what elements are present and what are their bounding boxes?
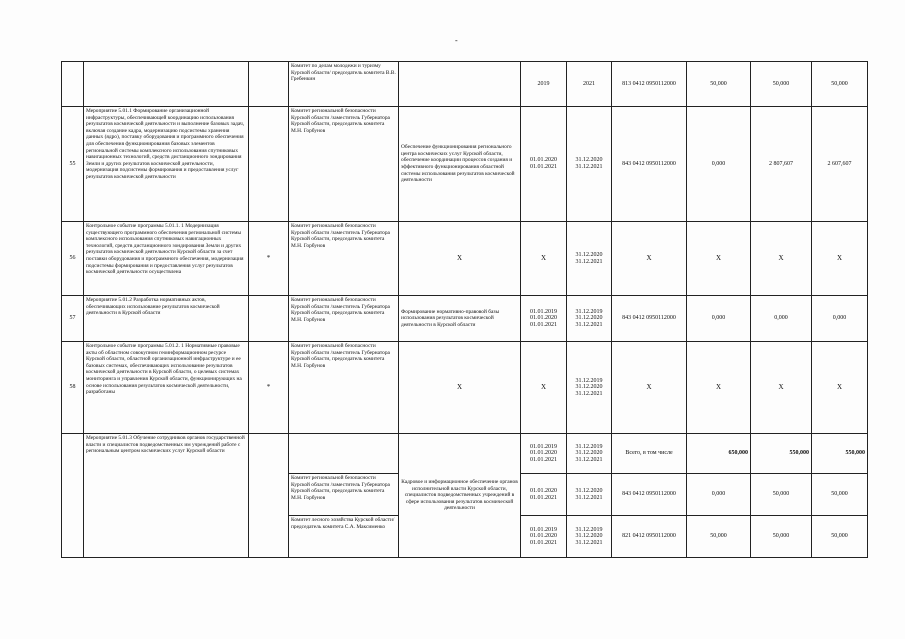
event-cell: Мероприятие 5.01.1 Формирование организационной инфраструктуры, обеспечивающей координацию использования результатов космической деятельности и выполнение базовых задач, включая создание кадра, модернизацию подсистемы хранения данных (ядро), поставку оборудования и программного обеспечения для обеспечения функционирования базовых элементов региональной системы комплексного использования спутниковых навигационных технологий, средств дистанционного зондирования Земли и других результатов космической деятельности, модернизация подсистемы формирования и предоставления услуг результатов космической деятельности xyxy=(84,107,249,222)
value-2020-cell: X xyxy=(751,222,812,296)
value-2019-cell: 0,000 xyxy=(687,474,751,516)
value-2020-cell: 2 807,607 xyxy=(751,107,812,222)
responsible-cell xyxy=(289,434,399,474)
mark-cell xyxy=(249,296,289,342)
kbk-cell: 843 0412 0950112000 xyxy=(612,296,687,342)
responsible-cell: Комитет региональной безопасности Курской области /заместитель Губернатора Курской области, председатель комитета М.Н. Горбунов xyxy=(289,222,399,296)
row-number xyxy=(62,62,84,107)
value-2020-cell: 550,000 xyxy=(751,434,812,474)
value-2019-cell: 50,000 xyxy=(687,516,751,558)
value-2021-cell: 550,000 xyxy=(812,434,868,474)
value-2019-cell: 0,000 xyxy=(687,107,751,222)
value-2020-cell: X xyxy=(751,342,812,434)
event-cell: Контрольное событие программы 5.01.1. 1 Модернизация существующего программного обеспечения региональной системы комплексного использования спутниковых навигационных технологий, средств дистанционного зондирования Земли и других результатов космической деятельности Курской области за счет поставки оборудования и программного обеспечения, модернизация подсистемы формирования и предоставления услуг результатов космической деятельности осуществлена xyxy=(84,222,249,296)
mark-cell: * xyxy=(249,222,289,296)
table-row xyxy=(62,222,868,296)
row-number: 56 xyxy=(62,222,84,296)
table-row xyxy=(62,107,868,222)
total-label-cell: Всего, в том числе xyxy=(612,434,687,474)
value-2021-cell: X xyxy=(812,342,868,434)
value-2019-cell: 650,000 xyxy=(687,434,751,474)
start-date-cell: 2019 xyxy=(521,62,567,107)
end-date-cell: 2021 xyxy=(567,62,612,107)
end-date-cell: 31.12.2020 31.12.2021 xyxy=(567,474,612,516)
value-2021-cell: 50,000 xyxy=(812,474,868,516)
kbk-cell: X xyxy=(612,342,687,434)
result-cell: X xyxy=(399,342,521,434)
value-2021-cell: 50,000 xyxy=(812,62,868,107)
kbk-cell: 813 0412 0950112000 xyxy=(612,62,687,107)
end-date-cell: 31.12.2020 31.12.2021 xyxy=(567,222,612,296)
responsible-cell: Комитет региональной безопасности Курской области /заместитель Губернатора Курской области, председатель комитета М.Н. Горбунов xyxy=(289,474,399,516)
table-row xyxy=(62,62,868,107)
value-2021-cell: 50,000 xyxy=(812,516,868,558)
kbk-cell: 821 0412 0950112000 xyxy=(612,516,687,558)
start-date-cell: 01.01.2020 01.01.2021 xyxy=(521,474,567,516)
event-cell: Контрольное событие программы 5.01.2. 1 Нормативные правовые акты об областном совокупном геоинформационном ресурсе Курской области, областной организационной инфраструктуре и ее базовых системах, обеспечивающих использование результатов космической деятельности в Курской области, о целевых системах мониторинга и управления Курской области, функционирующих на основе использования результатов космической деятельности, разработаны xyxy=(84,342,249,434)
value-2019-cell: X xyxy=(687,342,751,434)
result-cell: Обеспечение функционирования регионального центра космических услуг Курской области, обеспечение координации процессов создания и эффективного функционирования областной системы использования результатов космической деятельности xyxy=(399,107,521,222)
value-2020-cell: 50,000 xyxy=(751,474,812,516)
event-cell xyxy=(84,62,249,107)
table-row xyxy=(62,342,868,434)
row-number: 55 xyxy=(62,107,84,222)
row-number: 57 xyxy=(62,296,84,342)
value-2020-cell: 0,000 xyxy=(751,296,812,342)
table-row xyxy=(62,434,868,474)
row-number: 58 xyxy=(62,342,84,434)
responsible-cell: Комитет региональной безопасности Курской области /заместитель Губернатора Курской области, председатель комитета М.Н. Горбунов xyxy=(289,296,399,342)
responsible-cell: Комитет региональной безопасности Курской области /заместитель Губернатора Курской области, председатель комитета М.Н. Горбунов xyxy=(289,107,399,222)
end-date-cell: 31.12.2020 31.12.2021 xyxy=(567,107,612,222)
end-date-cell: 31.12.2019 31.12.2020 31.12.2021 xyxy=(567,434,612,474)
responsible-cell: Комитет по делам молодежи и туризму Курской области/ председатель комитета В.В. Гребенкин xyxy=(289,62,399,107)
start-date-cell: 01.01.2019 01.01.2020 01.01.2021 xyxy=(521,434,567,474)
start-date-cell: X xyxy=(521,222,567,296)
event-cell: Мероприятие 5.01.3 Обучение сотрудников органов государственной власти и специалистов подведомственных им учреждений работе с региональным центром космических услуг Курской области xyxy=(84,434,249,558)
result-cell xyxy=(399,62,521,107)
result-cell: Кадровое и информационное обеспечение органов исполнительной власти Курской области, специалистов подведомственных учреждений в сфере использования результатов космической деятельности xyxy=(399,434,521,558)
kbk-cell: 843 0412 0950112000 xyxy=(612,107,687,222)
event-cell: Мероприятие 5.01.2 Разработка нормативных актов, обеспечивающих использование результатов космической деятельности в Курской области xyxy=(84,296,249,342)
responsible-cell: Комитет лесного хозяйства Курской области/председатель комитета С.А. Максименко xyxy=(289,516,399,558)
row-number xyxy=(62,434,84,558)
start-date-cell: 01.01.2019 01.01.2020 01.01.2021 xyxy=(521,296,567,342)
program-table xyxy=(61,61,868,558)
mark-cell: * xyxy=(249,342,289,434)
end-date-cell: 31.12.2019 31.12.2020 31.12.2021 xyxy=(567,342,612,434)
mark-cell xyxy=(249,62,289,107)
value-2019-cell: 0,000 xyxy=(687,296,751,342)
value-2021-cell: 2 607,607 xyxy=(812,107,868,222)
value-2020-cell: 50,000 xyxy=(751,62,812,107)
mark-cell xyxy=(249,434,289,558)
start-date-cell: 01.01.2020 01.01.2021 xyxy=(521,107,567,222)
mark-cell xyxy=(249,107,289,222)
value-2020-cell: 50,000 xyxy=(751,516,812,558)
kbk-cell: 843 0412 0950112000 xyxy=(612,474,687,516)
page-mark: - xyxy=(455,36,458,45)
end-date-cell: 31.12.2019 31.12.2020 31.12.2021 xyxy=(567,296,612,342)
start-date-cell: 01.01.2019 01.01.2020 01.01.2021 xyxy=(521,516,567,558)
kbk-cell: X xyxy=(612,222,687,296)
start-date-cell: X xyxy=(521,342,567,434)
value-2021-cell: 0,000 xyxy=(812,296,868,342)
value-2021-cell: X xyxy=(812,222,868,296)
result-cell: X xyxy=(399,222,521,296)
table-row xyxy=(62,296,868,342)
responsible-cell: Комитет региональной безопасности Курской области /заместитель Губернатора Курской области, председатель комитета М.Н. Горбунов xyxy=(289,342,399,434)
result-cell: Формирование нормативно-правовой базы использования результатов космической деятельности в Курской области xyxy=(399,296,521,342)
value-2019-cell: X xyxy=(687,222,751,296)
end-date-cell: 31.12.2019 31.12.2020 31.12.2021 xyxy=(567,516,612,558)
value-2019-cell: 50,000 xyxy=(687,62,751,107)
